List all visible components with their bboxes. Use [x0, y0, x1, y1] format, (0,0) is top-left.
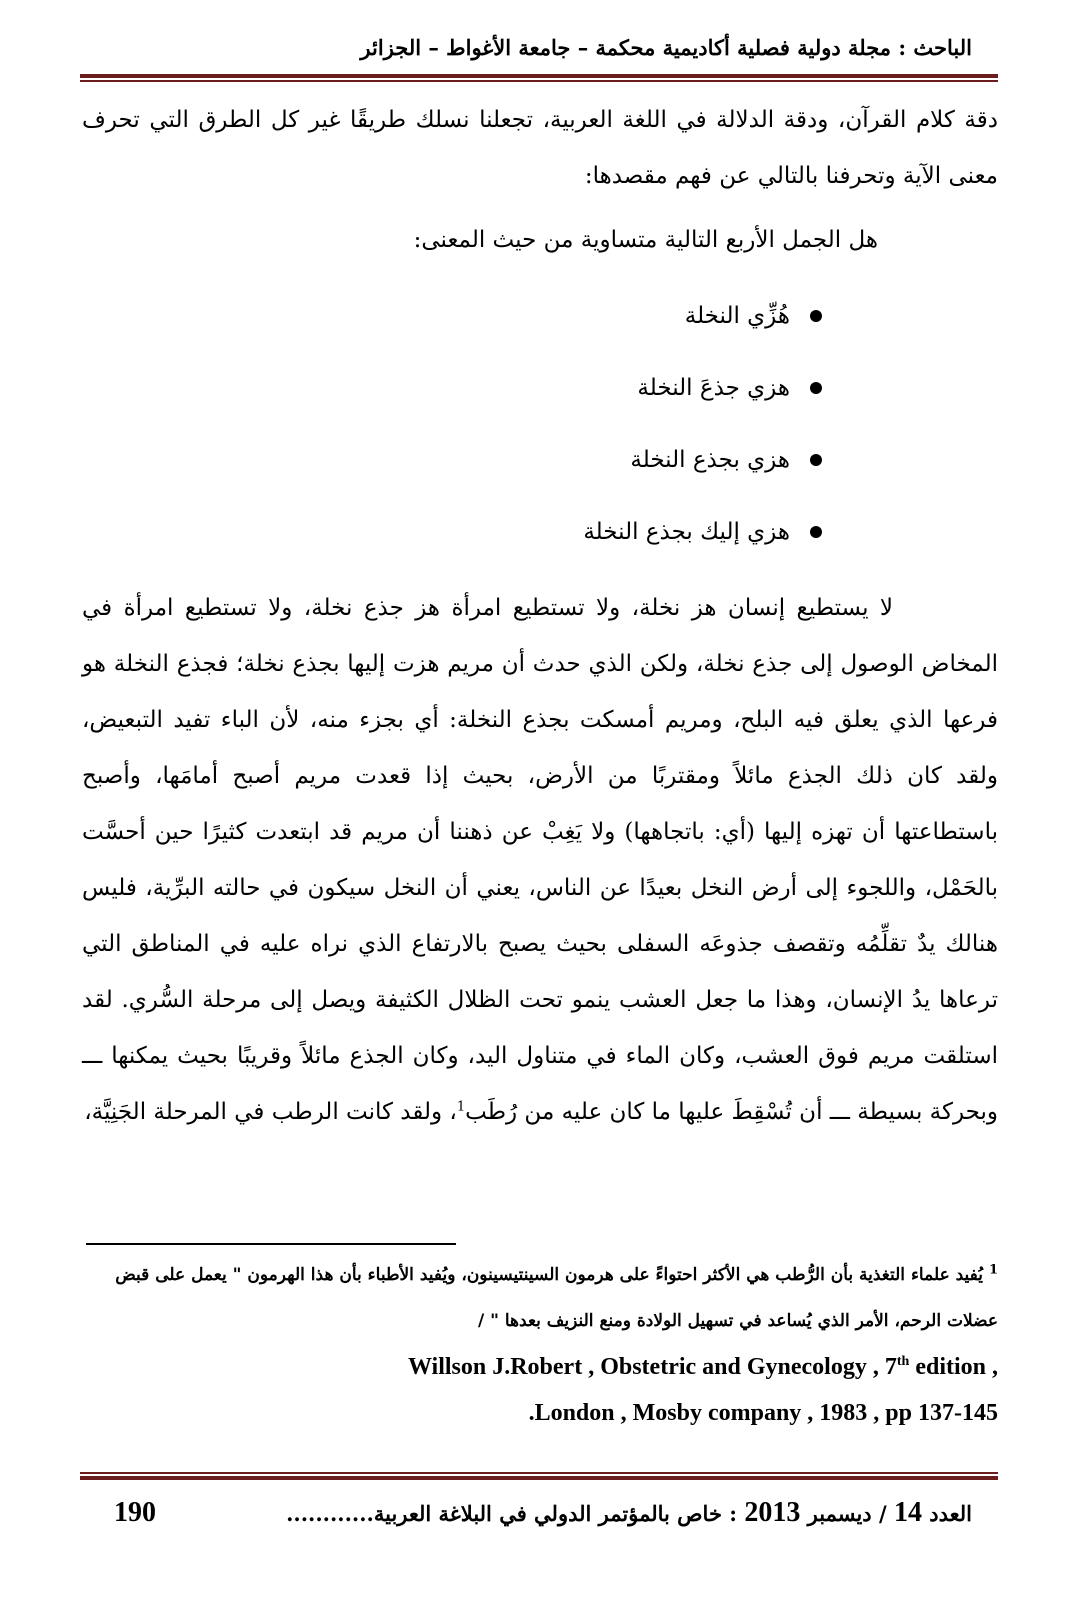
footnote-arabic-text: يُفيد علماء التغذية بأن الرُّطب هي الأكثر احتواءً على هرمون السينتيسينون، ويُفيد الأطباء بأن هذا الهرمون " يعمل على قبض عضلات الرحم، الأمر الذي يُساعد في تسهيل الولادة ومنع النزيف بعدها " /	[115, 1265, 998, 1331]
list-item	[82, 280, 998, 352]
bullet-icon	[810, 454, 822, 466]
footnote-citation-line-1	[82, 1344, 998, 1390]
list-item	[82, 424, 998, 496]
issue-separator: /	[871, 1501, 894, 1526]
footer-rule-thick	[80, 1476, 998, 1480]
list-item	[82, 496, 998, 568]
bullet-icon	[810, 310, 822, 322]
header-rule-thin	[80, 80, 998, 82]
footnote-reference[interactable]: 1	[456, 1099, 466, 1115]
footnote-marker: 1	[988, 1262, 998, 1278]
citation-superscript: th	[896, 1354, 910, 1369]
bullet-text: هزي جذعَ النخلة	[637, 375, 790, 401]
issue-label: العدد	[929, 1501, 972, 1526]
footnote	[82, 1252, 998, 1436]
bullet-text: هُزِّي النخلة	[684, 303, 790, 329]
main-paragraph-text: لا يستطيع إنسان هز نخلة، ولا تستطيع امرأة هز جذع نخلة، ولا تستطيع امرأة في المخاض الوصول إلى جذع نخلة، ولكن الذي حدث أن مريم هزت إليها بجذع نخلة؛ فجذع النخلة هو فرعها الذي يعلق فيه البلح، ومريم أمسكت بجذع النخلة: أي بجزء منه، لأن الباء تفيد التبعيض، ولقد كان ذلك الجذع مائلاً ومقتربًا من الأرض، بحيث إذا قعدت مريم أصبح أمامَها، وأصبح باستطاعتها أن تهزه إليها (أي: باتجاهها) ولا يَغِبْ عن ذهننا أن مريم قد ابتعدت كثيرًا حين أحسَّت بالحَمْل، واللجوء إلى أرض النخل بعيدًا عن الناس، يعني أن النخل سيكون في حالته البرِّية، فليس هنالك يدٌ تقلِّمُه وتقصف جذوعَه السفلى بحيث يصبح بالارتفاع الذي نراه عليه في المناطق التي ترعاها يدُ الإنسان، وهذا ما جعل العشب ينمو تحت الظلال الكثيفة ويصل إلى مرحلة السُّري. لقد استلقت مريم فوق العشب، وكان الماء في متناول اليد، وكان الجذع مائلاً وقريبًا بحيث يمكنها ـــ وبحركة بسيطة ـــ أن تُسْقِطَ عليها ما كان عليه من رُطَب	[82, 595, 998, 1125]
issue-info	[286, 1497, 990, 1529]
running-header: الباحث : مجلة دولية فصلية أكاديمية محكمة – جامعة الأغواط – الجزائر	[360, 35, 972, 60]
question-line: هل الجمل الأربع التالية متساوية من حيث المعنى:	[413, 227, 878, 253]
citation-text-end: edition ,	[909, 1354, 998, 1380]
list-item	[82, 352, 998, 424]
footnote-separator	[86, 1243, 456, 1245]
page-number: 190	[114, 1497, 156, 1528]
main-paragraph	[82, 580, 998, 1140]
header-rule-thick	[80, 74, 998, 78]
issue-month: ديسمبر	[807, 1501, 872, 1526]
body-text	[82, 92, 998, 1140]
intro-paragraph: دقة كلام القرآن، ودقة الدلالة في اللغة العربية، تجعلنا نسلك طريقًا غير كل الطرق التي تحرف معنى الآية وتحرفنا بالتالي عن فهم مقصدها:	[82, 107, 998, 189]
issue-description: : خاص بالمؤتمر الدولي في البلاغة العربية............	[286, 1501, 745, 1526]
footnote-arabic	[82, 1252, 998, 1344]
footnote-citation-line-2: .London , Mosby company , 1983 , pp 137-145	[528, 1400, 998, 1426]
citation-text: Willson J.Robert , Obstetric and Gynecology , 7	[407, 1354, 897, 1380]
bullet-list	[82, 280, 998, 568]
issue-number: 14	[893, 1497, 922, 1528]
page-footer	[80, 1487, 990, 1539]
bullet-text: هزي بجذع النخلة	[630, 447, 790, 473]
main-paragraph-end: ، ولقد كانت الرطب في المرحلة الجَنِيَّة،	[84, 1099, 457, 1125]
bullet-text: هزي إليك بجذع النخلة	[583, 519, 790, 545]
footer-rule-thin	[80, 1472, 998, 1474]
bullet-icon	[810, 382, 822, 394]
issue-year: 2013	[744, 1497, 801, 1528]
bullet-icon	[810, 526, 822, 538]
